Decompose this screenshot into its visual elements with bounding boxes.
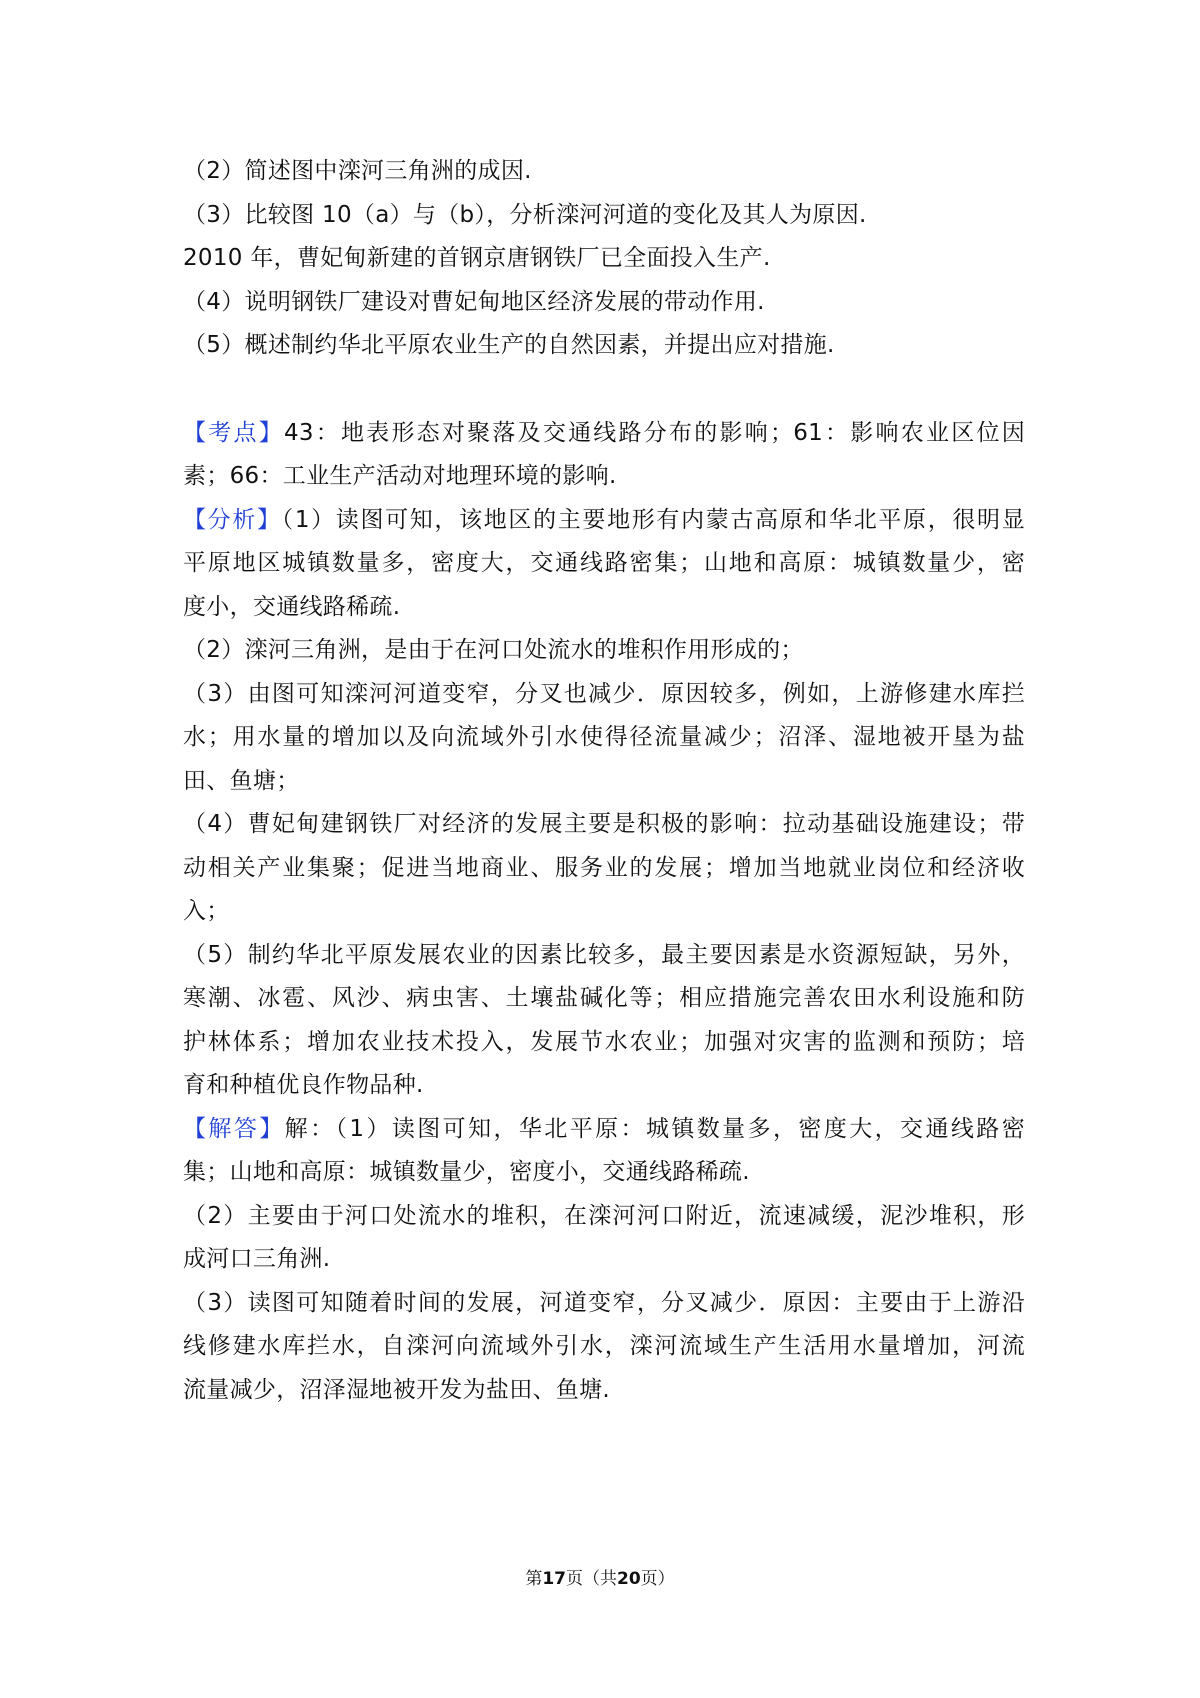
fenxi-tag: 【分析】 (183, 506, 282, 533)
fenxi-line: （3）由图可知滦河河道变窄，分叉也减少．原因较多，例如，上游修建水库拦 (183, 680, 1025, 707)
fenxi-line-1 (183, 499, 1025, 543)
jieda-line-1 (183, 1108, 1025, 1152)
fenxi-line: 度小，交通线路稀疏. (183, 593, 401, 620)
fenxi-line: 平原地区城镇数量多，密度大，交通线路密集；山地和高原：城镇数量少，密 (183, 550, 1025, 576)
jieda-line: 流量减少，沼泽湿地被开发为盐田、鱼塘. (183, 1376, 611, 1403)
footer-prefix: 第 (525, 1569, 543, 1589)
kaodian-text: 43：地表形态对聚落及交通线路分布的影响；61：影响农业区位因 (283, 419, 1025, 446)
jieda-line: 线修建水库拦水，自滦河向流域外引水，滦河流域生产生活用水量增加，河流 (183, 1333, 1025, 1359)
question-4: （4）说明钢铁厂建设对曹妃甸地区经济发展的带动作用. (183, 288, 765, 315)
fenxi-line: （4）曹妃甸建钢铁厂对经济的发展主要是积极的影响：拉动基础设施建设；带 (183, 811, 1025, 837)
document-body (183, 150, 1025, 1412)
footer-page-number: 17 (542, 1569, 566, 1589)
kaodian-line-2: 素；66：工业生产活动对地理环境的影响. (183, 463, 617, 489)
question-5: （5）概述制约华北平原农业生产的自然因素，并提出应对措施. (183, 332, 835, 358)
jieda-text: 解：（1）读图可知，华北平原：城镇数量多，密度大，交通线路密 (284, 1115, 1026, 1142)
footer-middle: 页（共 (566, 1569, 617, 1589)
fenxi-text: （1）读图可知，该地区的主要地形有内蒙古高原和华北平原，很明显 (281, 506, 1025, 533)
jieda-line: 集；山地和高原：城镇数量少，密度小，交通线路稀疏. (183, 1159, 750, 1185)
kaodian-line-1 (183, 412, 1025, 456)
fenxi-line: 寒潮、冰雹、风沙、病虫害、土壤盐碱化等；相应措施完善农田水利设施和防 (183, 985, 1025, 1011)
question-3: （3）比较图 10（a）与（b），分析滦河河道的变化及其人为原因. (183, 201, 867, 228)
question-context: 2010 年，曹妃甸新建的首钢京唐钢铁厂已全面投入生产. (183, 245, 771, 271)
question-2: （2）简述图中滦河三角洲的成因. (183, 158, 532, 184)
jieda-line: 成河口三角洲. (183, 1246, 331, 1272)
page-footer (0, 1564, 1200, 1589)
fenxi-line: 护林体系；增加农业技术投入，发展节水农业；加强对灾害的监测和预防；培 (183, 1028, 1025, 1055)
jieda-line: （3）读图可知随着时间的发展，河道变窄，分叉减少．原因：主要由于上游沿 (183, 1289, 1025, 1316)
kaodian-tag: 【考点】 (183, 419, 284, 446)
fenxi-line: 入； (183, 898, 230, 924)
footer-suffix: 页） (640, 1569, 675, 1589)
fenxi-line: 育和种植优良作物品种. (183, 1072, 424, 1098)
section-gap (183, 368, 1025, 412)
fenxi-line: （2）滦河三角洲，是由于在河口处流水的堆积作用形成的； (183, 637, 804, 663)
jieda-tag: 【解答】 (183, 1115, 285, 1142)
fenxi-line: （5）制约华北平原发展农业的因素比较多，最主要因素是水资源短缺，另外， (183, 941, 1025, 968)
jieda-line: （2）主要由于河口处流水的堆积，在滦河河口附近，流速减缓，泥沙堆积，形 (183, 1202, 1025, 1229)
footer-total-pages: 20 (617, 1569, 641, 1589)
fenxi-line: 动相关产业集聚；促进当地商业、服务业的发展；增加当地就业岗位和经济收 (183, 854, 1025, 881)
fenxi-line: 田、鱼塘； (183, 767, 300, 794)
fenxi-line: 水；用水量的增加以及向流域外引水使得径流量减少；沼泽、湿地被开垦为盐 (183, 724, 1025, 750)
